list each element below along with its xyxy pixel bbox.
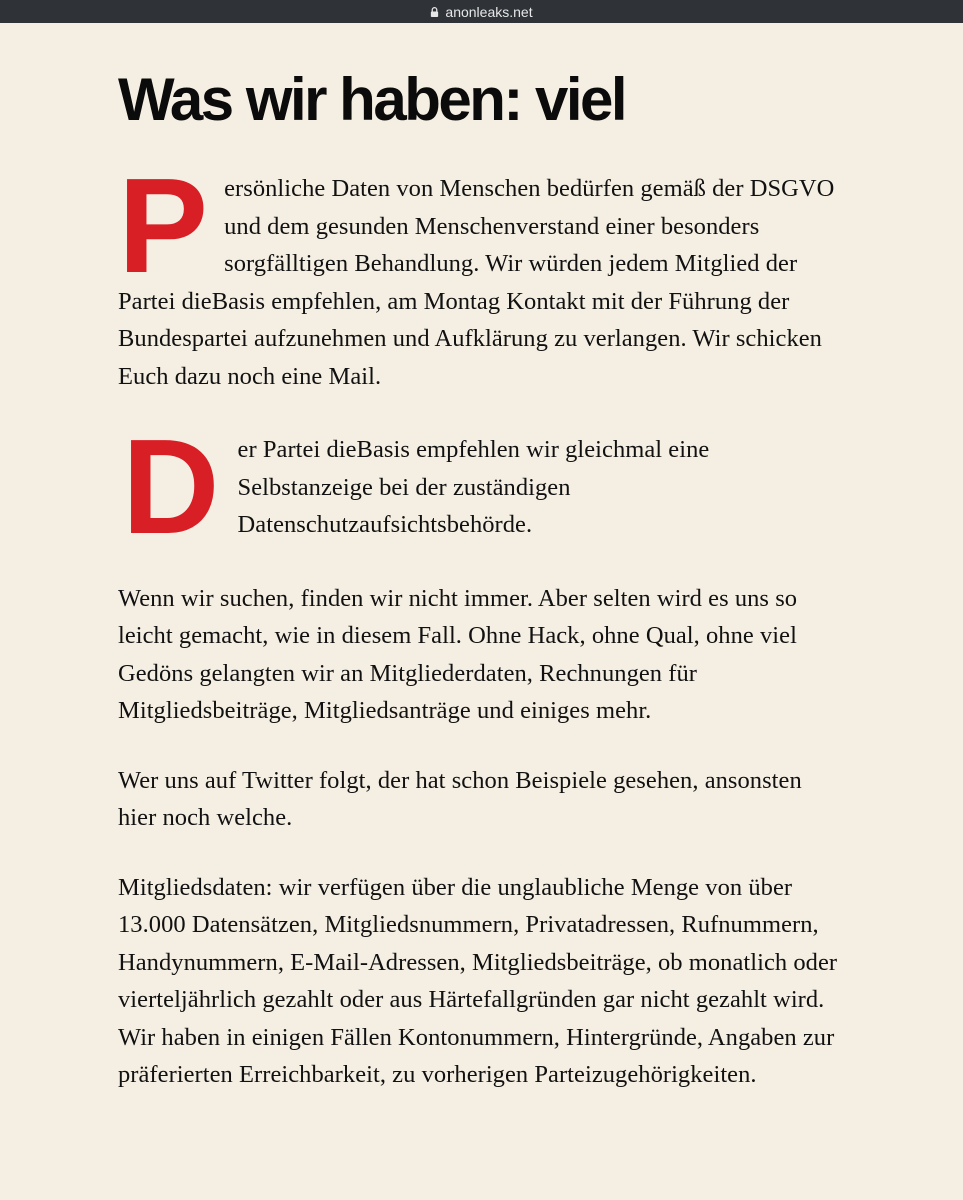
paragraph-2-text: er Partei dieBasis empfehlen wir gleichmal eine Selbstanzeige bei der zuständigen Datenschutzaufsichtsbehörde.	[237, 436, 710, 538]
paragraph-1	[118, 150, 846, 395]
dropcap-p: P	[118, 150, 209, 301]
url-text: anonleaks.net	[445, 3, 533, 20]
paragraph-4: Wer uns auf Twitter folgt, der hat schon Beispiele gesehen, ansonsten hier noch welche.	[118, 766, 802, 831]
lock-icon	[430, 7, 439, 17]
article-title: Was wir haben: viel	[118, 66, 626, 133]
paragraph-5: Mitgliedsdaten: wir verfügen über die unglaubliche Menge von über 13.000 Datensätzen, Mitgliedsnummern, Privatadressen, Rufnummern, Handynummern, E-Mail-Adressen, Mitgliedsbeiträge, ob monatlich oder vierteljährlich gezahlt oder aus Härtefallgründen gar nicht gezahlt wird. Wir haben in einigen Fällen Kontonummern, Hintergründe, Angaben zur präferierten Erreichbarkeit, zu vorherigen Parteizugehörigkeiten.	[118, 873, 838, 1088]
dropcap-d: D	[122, 411, 220, 562]
paragraph-2	[118, 411, 846, 562]
paragraph-3: Wenn wir suchen, finden wir nicht immer. Aber selten wird es uns so leicht gemacht, wie in diesem Fall. Ohne Hack, ohne Qual, ohne viel Gedöns gelangten wir an Mitgliederdaten, Rechnungen für Mitgliedsbeiträge, Mitgliedsanträge und einiges mehr.	[118, 584, 798, 724]
article	[118, 23, 846, 1094]
address-bar[interactable]	[0, 0, 963, 23]
paragraph-1-text: ersönliche Daten von Menschen bedürfen gemäß der DSGVO und dem gesunden Menschenverstand einer besonders sorgfälltigen Behandlung. Wir würden jedem Mitglied der Partei dieBasis empfehlen, am Montag Kontakt mit der Führung der Bundespartei aufzunehmen und Aufklärung zu verlangen. Wir schicken Euch dazu noch eine Mail.	[118, 175, 835, 390]
